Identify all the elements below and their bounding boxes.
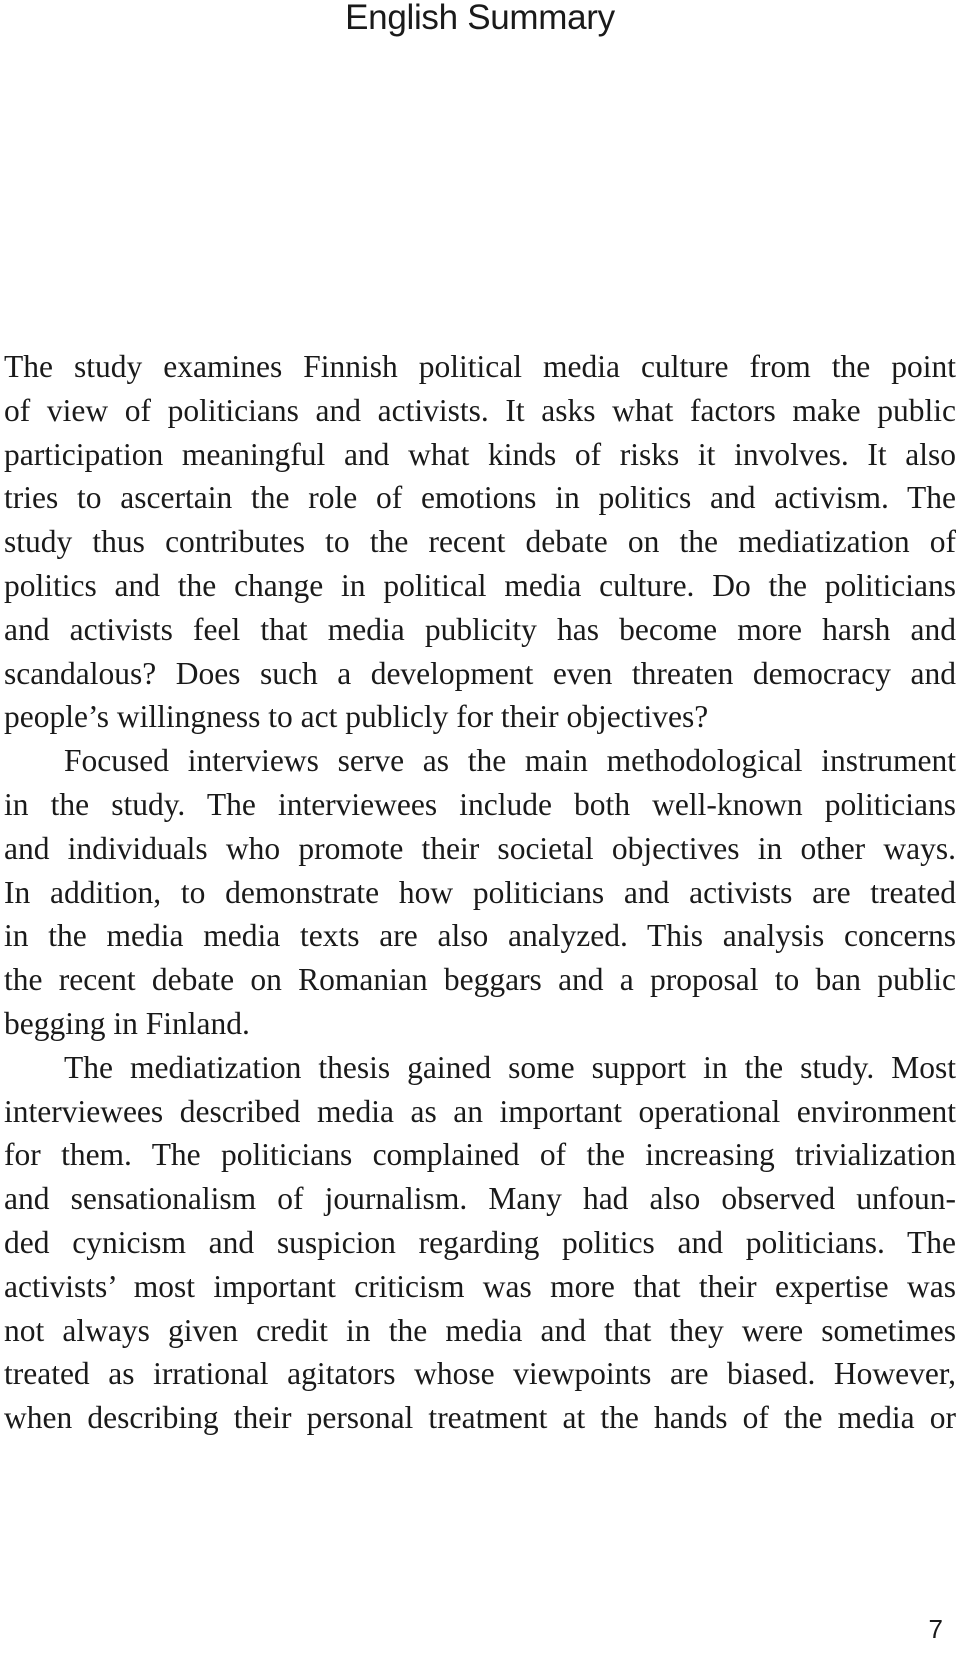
text-line: treated as irrational agitators whose viewpoints are biased. However, [4,1356,956,1392]
text-line: when describing their personal treatment at the hands of the media or [4,1400,956,1436]
text-line: the recent debate on Romanian beggars and a proposal to ban public [4,962,956,998]
text-line: tries to ascertain the role of emotions in politics and activism. The [4,480,956,516]
text-line: and sensationalism of journalism. Many had also observed unfoun- [4,1181,956,1217]
text-line: for them. The politicians complained of the increasing trivialization [4,1137,956,1173]
text-line: participation meaningful and what kinds of risks it involves. It also [4,436,956,472]
text-line: activists’ most important criticism was more that their expertise was [4,1268,956,1304]
page-title: English Summary [345,0,615,37]
text-line: of view of politicians and activists. It asks what factors make public [4,392,956,428]
text-line: interviewees described media as an important operational environment [4,1093,956,1129]
paragraph-2 [4,739,956,1046]
text-line: people’s willingness to act publicly for their objectives? [4,699,709,735]
text-line: The mediatization thesis gained some support in the study. Most [64,1049,956,1085]
text-line: study thus contributes to the recent debate on the mediatization of [4,524,956,560]
text-line: begging in Finland. [4,1005,250,1041]
text-line: in the media media texts are also analyzed. This analysis concerns [4,918,956,954]
text-line: In addition, to demonstrate how politicians and activists are treated [4,874,956,910]
summary-body [4,345,956,1440]
text-line: politics and the change in political media culture. Do the politicians [4,567,956,603]
text-line: and activists feel that media publicity has become more harsh and [4,611,956,647]
page-number: 7 [928,1614,943,1644]
text-line: not always given credit in the media and that they were sometimes [4,1312,956,1348]
paragraph-3 [4,1046,956,1440]
text-line: The study examines Finnish political media culture from the point [4,349,956,384]
text-line: scandalous? Does such a development even threaten democracy and [4,655,956,691]
text-line: in the study. The interviewees include both well-known politicians [4,786,956,822]
paragraph-1 [4,345,956,739]
text-line: and individuals who promote their societal objectives in other ways. [4,830,956,866]
text-line: Focused interviews serve as the main methodological instrument [64,743,956,779]
text-line: ded cynicism and suspicion regarding politics and politicians. The [4,1224,956,1260]
